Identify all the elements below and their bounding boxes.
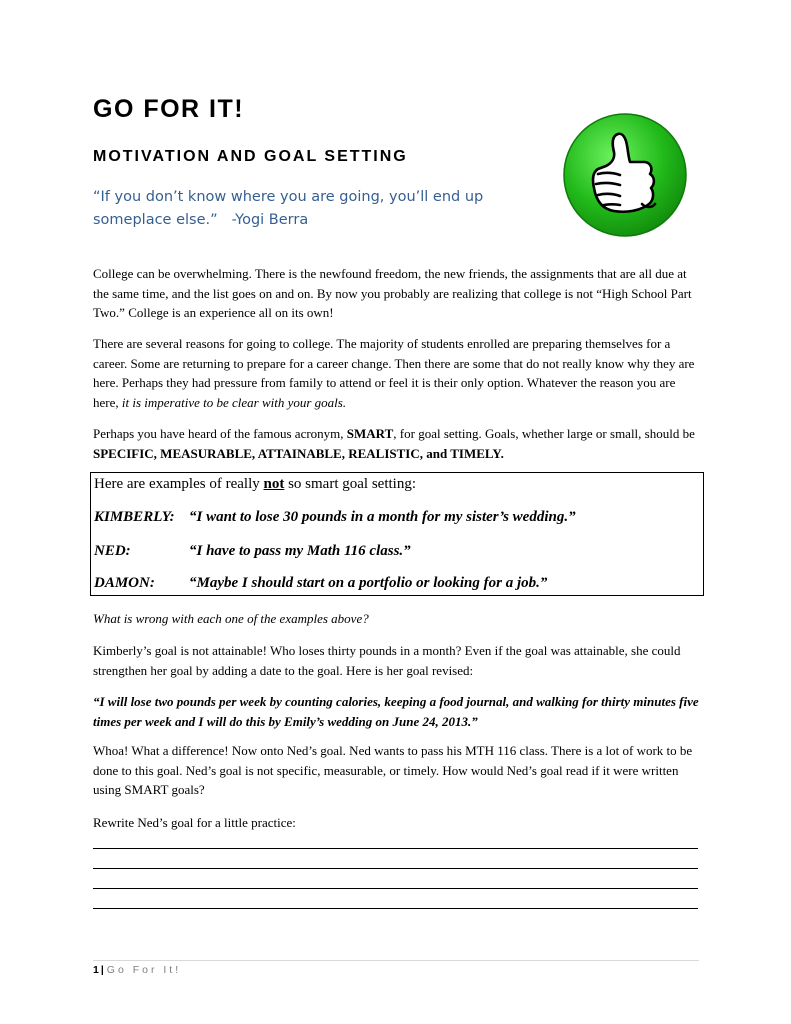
example-goal: “I want to lose 30 pounds in a month for my sister’s wedding.” <box>189 509 576 525</box>
kimberly-analysis: Kimberly’s goal is not attainable! Who loses thirty pounds in a month? Even if the goal was attainable, she could strengthen her goal by adding a date to the goal. Here is her goal revised: <box>93 643 681 678</box>
answer-line[interactable] <box>93 908 698 909</box>
smart-acronym: SMART <box>346 426 394 441</box>
smart-paragraph <box>93 424 699 463</box>
footer-separator: | <box>100 964 104 976</box>
intro-paragraph: College can be overwhelming. There is the newfound freedom, the new friends, the assignments that are all due at the same time, and the list goes on and on. By now you probably are realizing that college is not “High School Part Two.” College is an experience all on its own! <box>93 266 692 320</box>
examples-intro-a: Here are examples of really <box>94 476 264 492</box>
examples-intro-b: so smart goal setting: <box>284 476 416 492</box>
example-name: DAMON: <box>94 575 155 591</box>
thumbs-up-icon <box>562 112 688 238</box>
quote-line-2: someplace else.” <box>93 212 218 228</box>
quote-author: -Yogi Berra <box>231 212 309 228</box>
examples-intro <box>94 476 416 493</box>
example-kimberly <box>94 509 694 526</box>
page-footer <box>93 964 181 976</box>
practice-prompt: Rewrite Ned’s goal for a little practice: <box>93 815 296 830</box>
examples-box <box>90 472 704 596</box>
answer-line[interactable] <box>93 848 698 849</box>
examples-intro-not: not <box>263 476 285 492</box>
smart-text-b: , for goal setting. Goals, whether large or small, should be <box>393 426 695 441</box>
examples-question: What is wrong with each one of the examples above? <box>93 611 369 626</box>
footer-divider <box>93 960 699 961</box>
ned-analysis: Whoa! What a difference! Now onto Ned’s goal. Ned wants to pass his MTH 116 class. There is a lot of work to be done to this goal. Ned’s goal is not specific, measurable, or timely. How would Ned’s goal read if it were written using SMART goals? <box>93 743 693 797</box>
example-goal: “I have to pass my Math 116 class.” <box>189 543 411 559</box>
example-goal: “Maybe I should start on a portfolio or looking for a job.” <box>189 575 548 591</box>
reasons-emphasis: it is imperative to be clear with your goals. <box>121 394 347 410</box>
yogi-berra-quote <box>93 186 513 232</box>
example-name: KIMBERLY: <box>94 509 175 525</box>
smart-criteria: SPECIFIC, MEASURABLE, ATTAINABLE, REALISTIC, and TIMELY. <box>93 445 504 461</box>
example-name: NED: <box>94 543 131 559</box>
quote-line-1: “If you don’t know where you are going, you’ll end up <box>93 189 484 205</box>
example-ned <box>94 543 694 560</box>
footer-title: Go For It! <box>106 964 182 976</box>
page-title: GO FOR IT! <box>93 95 245 123</box>
page-number: 1 <box>93 964 99 976</box>
reasons-text: There are several reasons for going to college. The majority of students enrolled are preparing themselves for a career. Some are returning to prepare for a career change. Then there are some that do not really know why they are here. Perhaps they had pressure from family to attend or feel it is their only option. Whatever the reason you are here, <box>93 336 695 410</box>
revised-goal: “I will lose two pounds per week by counting calories, keeping a food journal, and walking for thirty minutes five times per week and I will do this by Emily’s wedding on June 24, 2013.” <box>93 694 699 729</box>
page-subtitle: MOTIVATION AND GOAL SETTING <box>93 148 408 165</box>
smart-text-a: Perhaps you have heard of the famous acronym, <box>93 426 347 441</box>
answer-line[interactable] <box>93 888 698 889</box>
answer-line[interactable] <box>93 868 698 869</box>
reasons-paragraph <box>93 334 699 412</box>
example-damon <box>94 575 694 592</box>
